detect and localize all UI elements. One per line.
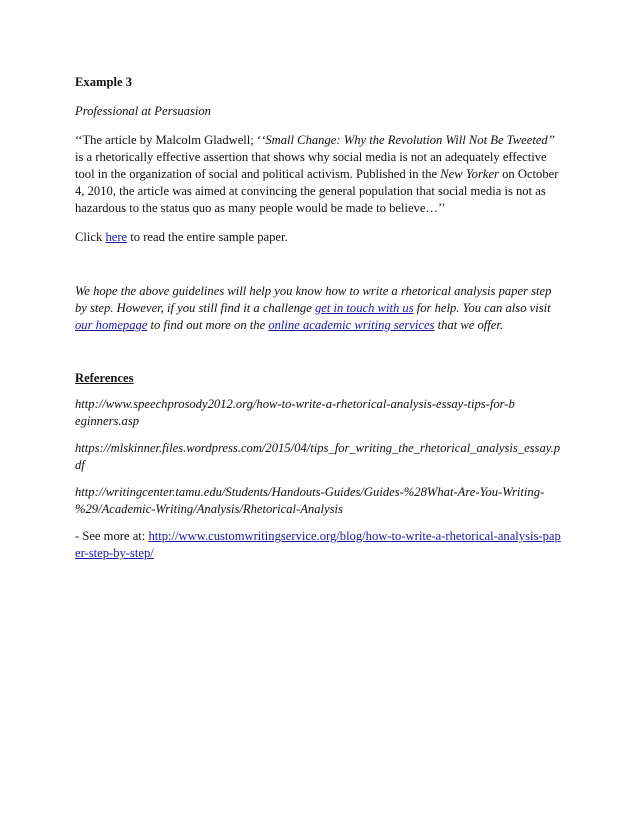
- click-suffix: to read the entire sample paper.: [127, 230, 288, 244]
- homepage-link[interactable]: our homepage: [75, 318, 148, 332]
- closing-text-1: We hope the above guidelines will help you know how to write a rhetorical analysis paper step by step. However, if you still find it a challenge: [75, 284, 552, 315]
- reference-item: https://mlskinner.files.wordpress.com/2015/04/tips_for_writing_the_rhetorical_analysis_essay.pdf: [75, 441, 561, 472]
- quote-publication: New Yorker: [440, 167, 499, 181]
- quote-end: on October 4, 2010, the article was aimed at convincing the general population that social media is not as hazardous to the status quo as many people would be made to believe…’’: [75, 167, 559, 215]
- sample-paper-link[interactable]: here: [105, 230, 128, 244]
- reference-item: http://writingcenter.tamu.edu/Students/Handouts-Guides/Guides-%28What-Are-You-Writing-%29/Academic-Writing/Analysis/Rhetorical-Analysis: [75, 485, 545, 516]
- see-more-line: [75, 528, 565, 562]
- see-more-link[interactable]: http://www.customwritingservice.org/blog/how-to-write-a-rhetorical-analysis-paper-step-by-step/: [75, 529, 561, 560]
- example-subtitle: Professional at Persuasion: [75, 104, 211, 118]
- quote-article-title: ‘Small Change: Why the Revolution Will Not Be Tweeted’’: [261, 133, 555, 147]
- quote-middle: is a rhetorically effective assertion that shows why social media is not an adequately effective tool in the organization of social and political activism. Published in the: [75, 150, 547, 181]
- example-heading: Example 3: [75, 75, 133, 89]
- reference-item: http://www.speechprosody2012.org/how-to-write-a-rhetorical-analysis-essay-tips-for-beginners.asp: [75, 397, 515, 428]
- sample-paper-line: [75, 229, 565, 246]
- document-page: [75, 74, 565, 572]
- contact-link[interactable]: get in touch with us: [314, 301, 414, 315]
- closing-text-2: for help. You can also visit: [413, 301, 551, 315]
- writing-services-link[interactable]: online academic writing services: [268, 318, 435, 332]
- quote-open: ‘‘The article by Malcolm Gladwell; ‘: [75, 133, 262, 147]
- sample-quote: [75, 132, 565, 217]
- closing-paragraph: [75, 283, 565, 334]
- closing-text-3: to find out more on the: [147, 318, 269, 332]
- see-more-prefix: - See more at:: [75, 529, 149, 543]
- click-prefix: Click: [75, 230, 106, 244]
- closing-text-4: that we offer.: [434, 318, 504, 332]
- references-heading: References: [75, 371, 134, 385]
